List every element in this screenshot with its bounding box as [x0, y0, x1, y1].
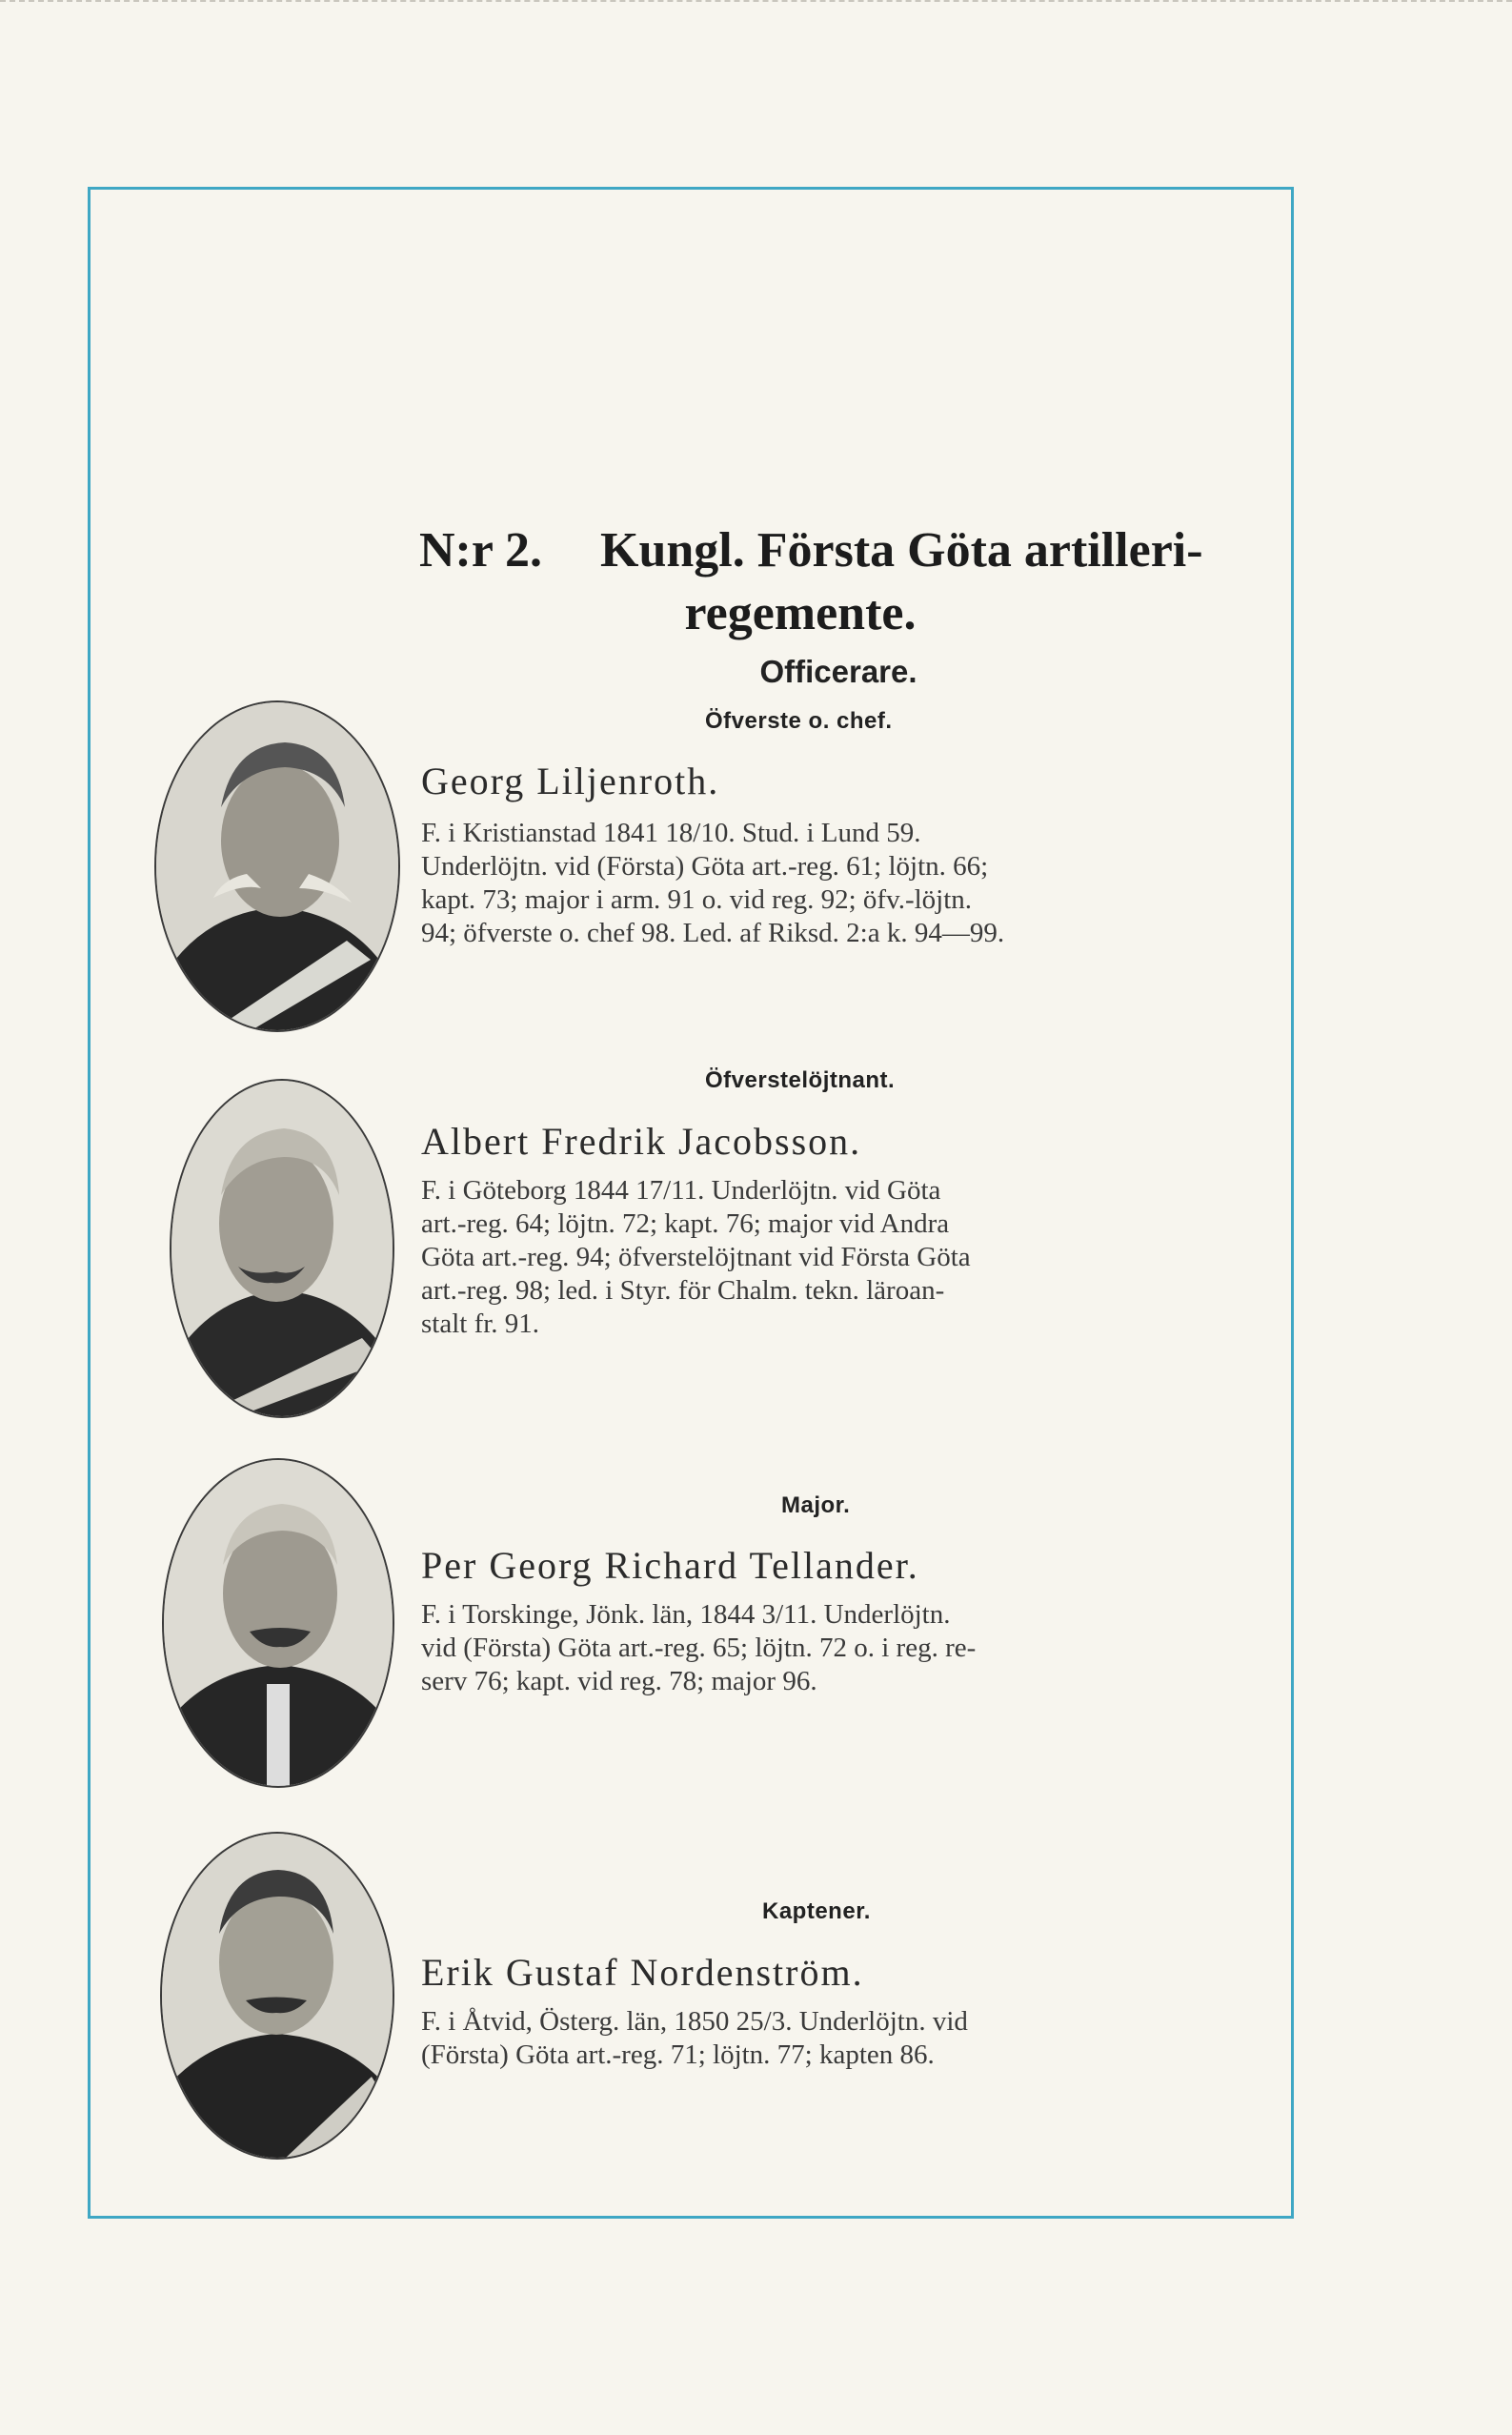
bio-line: (Första) Göta art.-reg. 71; löjtn. 77; kapten 86.: [421, 2039, 935, 2070]
officer-portrait-4-icon: [160, 1832, 394, 2160]
officer-bio-4: [421, 2005, 1240, 2072]
rank-label-2: Öfverstelöjtnant.: [705, 1067, 896, 1093]
regiment-title-line2: regemente.: [684, 586, 917, 640]
page-top-edge: [0, 0, 1512, 6]
bio-line: F. i Göteborg 1844 17/11. Underlöjtn. vid Göta: [421, 1175, 941, 1206]
bio-line: stalt fr. 91.: [421, 1309, 540, 1339]
officer-portrait-1-icon: [154, 700, 400, 1032]
regiment-title-line1: Kungl. Första Göta artilleri-: [600, 523, 1203, 578]
officer-bio-3: [421, 1598, 1240, 1698]
officer-portrait-2-icon: [170, 1079, 394, 1418]
section-title: Officerare.: [759, 654, 917, 689]
officer-name-4: Erik Gustaf Nordenström.: [421, 1951, 864, 1994]
rank-label-3: Major.: [781, 1492, 851, 1518]
bio-line: serv 76; kapt. vid reg. 78; major 96.: [421, 1666, 817, 1696]
bio-line: Underlöjtn. vid (Första) Göta art.-reg. 61; löjtn. 66;: [421, 851, 989, 882]
officer-name-1: Georg Liljenroth.: [421, 760, 720, 802]
bio-line: vid (Första) Göta art.-reg. 65; löjtn. 72 o. i reg. re-: [421, 1633, 977, 1663]
page-heading: [419, 519, 1248, 645]
bio-line: F. i Torskinge, Jönk. län, 1844 3/11. Underlöjtn.: [421, 1599, 951, 1630]
bio-line: F. i Åtvid, Österg. län, 1850 25/3. Underlöjtn. vid: [421, 2006, 968, 2037]
rank-label-4: Kaptener.: [762, 1898, 871, 1924]
bio-line: art.-reg. 98; led. i Styr. för Chalm. tekn. läroan-: [421, 1275, 945, 1306]
bio-line: kapt. 73; major i arm. 91 o. vid reg. 92; öfv.-löjtn.: [421, 884, 973, 915]
bio-line: F. i Kristianstad 1841 18/10. Stud. i Lund 59.: [421, 818, 921, 848]
officer-bio-2: [421, 1174, 1240, 1341]
officer-bio-1: [421, 817, 1240, 950]
regiment-number: N:r 2.: [419, 523, 543, 578]
bio-line: art.-reg. 64; löjtn. 72; kapt. 76; major vid Andra: [421, 1208, 950, 1239]
bio-line: 94; öfverste o. chef 98. Led. af Riksd. 2:a k. 94—99.: [421, 918, 1005, 948]
bio-line: Göta art.-reg. 94; öfverstelöjtnant vid Första Göta: [421, 1242, 971, 1272]
officer-name-2: Albert Fredrik Jacobsson.: [421, 1120, 862, 1163]
rank-label-1: Öfverste o. chef.: [705, 708, 893, 734]
officer-portrait-3-icon: [162, 1458, 394, 1788]
officer-name-3: Per Georg Richard Tellander.: [421, 1544, 919, 1587]
